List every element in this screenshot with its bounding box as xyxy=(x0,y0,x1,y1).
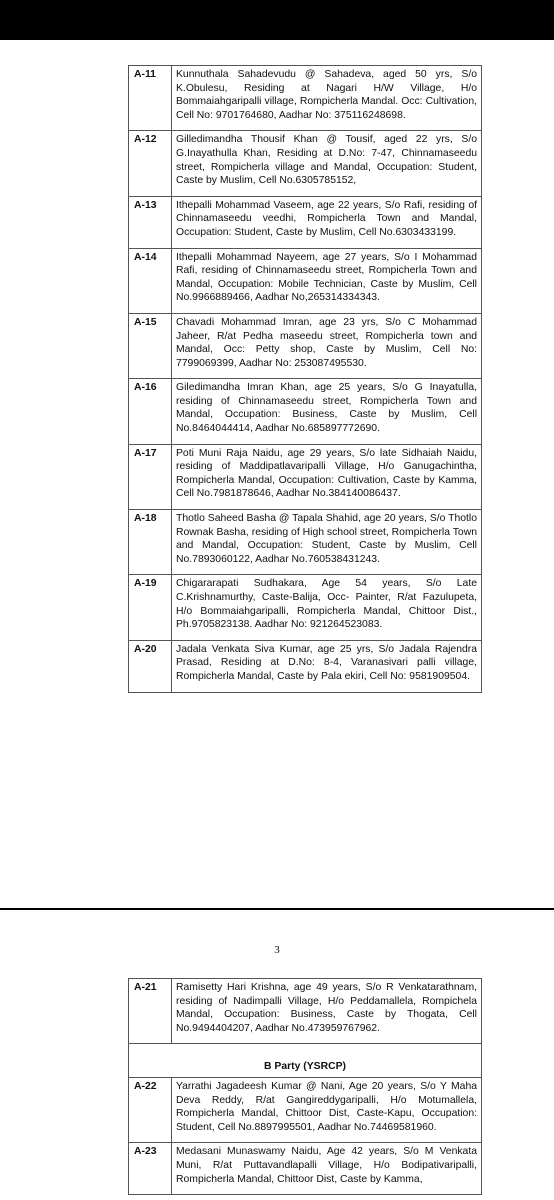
accused-id: A-12 xyxy=(129,131,172,196)
accused-description: Kunnuthala Sahadevudu @ Sahadeva, aged 50 yrs, S/o K.Obulesu, Residing at Nagari H/W Village, H/o Bommaiahgaripalli village, Rompicherla Mandal. Occ: Cultivation, Cell No: 9701764680, Aadhar No: 375116248698. xyxy=(172,66,482,131)
accused-id: A-20 xyxy=(129,640,172,692)
accused-description: Poti Muni Raja Naidu, age 29 years, S/o late Sidhaiah Naidu, residing of Maddipatlavaripalli Village, H/o Ganugachintha, Rompicherla Mandal, Occupation: Cultivation, Caste by Kamma, Cell No.7981878646, Aadhar No.384140086437. xyxy=(172,444,482,509)
accused-id: A-14 xyxy=(129,248,172,313)
accused-id: A-17 xyxy=(129,444,172,509)
table-row xyxy=(129,248,482,313)
document-page-2 xyxy=(0,40,554,908)
table-row xyxy=(129,979,482,1044)
table-row xyxy=(129,444,482,509)
accused-description: Ramisetty Hari Krishna, age 49 years, S/o R Venkatarathnam, residing of Nadimpalli Village, H/o Peddamallela, Rompichela Mandal, Occupation: Business, Caste by Thogata, Cell No.9494404207, Aadhar No.473959767962. xyxy=(172,979,482,1044)
table-row xyxy=(129,510,482,575)
accused-description: Giledimandha Imran Khan, age 25 years, S/o G Inayatulla, residing of Chinnamaseedu street, Rompicherla Town and Mandal, Occupation: Business, Caste by Muslim, Cell No.8464044414, Aadhar No.685897772690. xyxy=(172,379,482,444)
accused-id: A-22 xyxy=(129,1077,172,1142)
table-row xyxy=(129,313,482,378)
accused-table-page-3 xyxy=(128,978,482,1195)
accused-description: Thotlo Saheed Basha @ Tapala Shahid, age 20 years, S/o Thotlo Rownak Basha, residing of High school street, Rompicherla Town and Mandal, Occupation: Student, Caste by Muslim, Cell No.7893060122, Aadhar No.760538431243. xyxy=(172,510,482,575)
accused-description: Medasani Munaswamy Naidu, Age 42 years, S/o M Venkata Muni, R/at Puttavandlapalli Village, H/o Bodipativaripalli, Rompicherla Mandal, Chittoor Dist, Caste by Kamma, xyxy=(172,1143,482,1195)
accused-id: A-13 xyxy=(129,196,172,248)
accused-description: Chigararapati Sudhakara, Age 54 years, S/o Late C.Krishnamurthy, Caste-Balija, Occ- Painter, R/at Fazulupeta, H/o Bommaiahgaripalli, Rompicherla Mandal, Chittoor Dist., Ph.9705823138. Aadhar No: 921264523083. xyxy=(172,575,482,640)
accused-id: A-19 xyxy=(129,575,172,640)
page-number: 3 xyxy=(274,944,280,956)
table-row xyxy=(129,66,482,131)
table-row xyxy=(129,1077,482,1142)
accused-description: Yarrathi Jagadeesh Kumar @ Nani, Age 20 years, S/o Y Maha Deva Reddy, R/at Gangireddygaripalli, H/o Motumallela, Rompicherla Mandal, Chittoor Dist, Caste-Kapu, Occupation: Student, Cell No.8897995501, Aadhar No.74469581960. xyxy=(172,1077,482,1142)
table-row xyxy=(129,1143,482,1195)
accused-id: A-16 xyxy=(129,379,172,444)
top-black-bar xyxy=(0,0,554,40)
accused-description: Gilledimandha Thousif Khan @ Tousif, aged 22 yrs, S/o G.Inayathulla Khan, Residing at D.No: 7-47, Chinnamaseedu street, Rompicherla village and Mandal, Occupation: Student, Caste by Muslim, Cell No.6305785152, xyxy=(172,131,482,196)
table-row xyxy=(129,131,482,196)
document-page-3 xyxy=(0,910,554,1200)
table-row xyxy=(129,196,482,248)
party-heading-row xyxy=(129,1044,482,1078)
accused-id: A-23 xyxy=(129,1143,172,1195)
accused-id: A-11 xyxy=(129,66,172,131)
accused-id: A-15 xyxy=(129,313,172,378)
accused-description: Jadala Venkata Siva Kumar, age 25 yrs, S/o Jadala Rajendra Prasad, Residing at D.No: 8-4, Varanasivari palli village, Rompicherla Mandal, Caste by Pala ekiri, Cell No: 9581909504. xyxy=(172,640,482,692)
accused-id: A-18 xyxy=(129,510,172,575)
table-row xyxy=(129,640,482,692)
accused-table-page-2 xyxy=(128,65,482,693)
table-row xyxy=(129,575,482,640)
accused-description: Ithepalli Mohammad Nayeem, age 27 years, S/o I Mohammad Rafi, residing of Chinnamaseedu street, Rompicherla Town and Mandal, Occupation: Mobile Technician, Caste by Muslim, Cell No.9966889466, Aadhar No,265314334343. xyxy=(172,248,482,313)
accused-id: A-21 xyxy=(129,979,172,1044)
party-heading: B Party (YSRCP) xyxy=(129,1044,482,1078)
accused-description: Chavadi Mohammad Imran, age 23 yrs, S/o C Mohammad Jaheer, R/at Pedha maseedu street, Rompicherla town and Mandal, Occ: Petty shop, Caste by Muslim, Cell No: 7799069399, Aadhar No: 253087495530. xyxy=(172,313,482,378)
table-row xyxy=(129,379,482,444)
accused-description: Ithepalli Mohammad Vaseem, age 22 years, S/o Rafi, residing of Chinnamaseedu veedhi, Rompicherla Town and Mandal, Occupation: Student, Caste by Muslim, Cell No.6303433199. xyxy=(172,196,482,248)
